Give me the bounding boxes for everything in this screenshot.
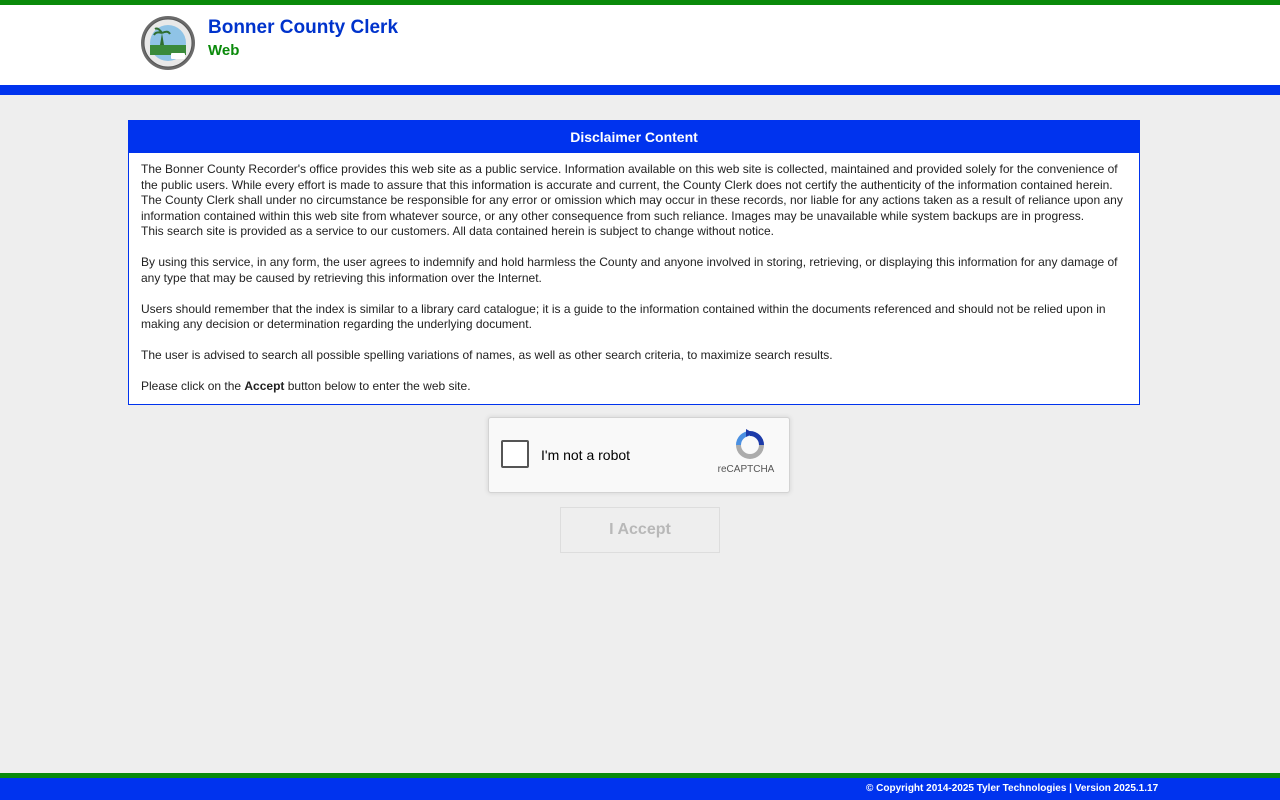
site-title[interactable]: Bonner County Clerk (208, 17, 399, 38)
site-header (0, 5, 1280, 85)
recaptcha-brand[interactable]: reCAPTCHA (717, 464, 775, 475)
accept-instruction-after: button below to enter the web site. (284, 379, 471, 393)
site-footer (0, 778, 1280, 800)
recaptcha-widget (488, 417, 790, 493)
disclaimer-paragraph-3: Users should remember that the index is similar to a library card catalogue; it is a guide to the information contained within the documents referenced and should not be relied upon in making any decision or determination regarding the underlying document. (141, 301, 1106, 331)
site-subtitle: Web (208, 42, 240, 59)
accept-instruction-bold: Accept (244, 379, 285, 393)
footer-copyright: © Copyright 2014-2025 Tyler Technologies | Version 2025.1.17 (866, 783, 1159, 794)
disclaimer-paragraph-2: By using this service, in any form, the user agrees to indemnify and hold harmless the County and anyone involved in storing, retrieving, or displaying this information for any damage of any type that may be caused by retrieving this information over the Internet. (141, 255, 1118, 285)
disclaimer-paragraph-1b: This search site is provided as a service to our customers. All data contained herein is subject to change without notice. (141, 224, 774, 238)
recaptcha-logo-icon[interactable] (733, 428, 767, 462)
accept-instruction-before: Please click on the (141, 379, 245, 393)
disclaimer-body (129, 153, 1139, 395)
recaptcha-label: I'm not a robot (541, 447, 631, 463)
county-seal-icon[interactable] (140, 15, 196, 71)
disclaimer-paragraph-4: The user is advised to search all possible spelling variations of names, as well as other search criteria, to maximize search results. (141, 348, 833, 362)
disclaimer-paragraph-5 (141, 379, 1127, 395)
disclaimer-heading: Disclaimer Content (129, 121, 1139, 153)
recaptcha-checkbox[interactable] (501, 440, 529, 468)
accept-button[interactable]: I Accept (560, 507, 720, 553)
disclaimer-panel (128, 120, 1140, 405)
disclaimer-paragraph-1: The Bonner County Recorder's office provides this web site as a public service. Information available on this web site is collected, maintained and provided solely for the convenience of the public users. While every effort is made to assure that this information is accurate and current, the County Clerk does not certify the authenticity of the information contained herein. The County Clerk shall under no circumstance be responsible for any error or omission which may occur in these records, nor liable for any actions taken as a result of reliance upon any information contained within this web site from whatever source, or any other consequence from such reliance. Images may be unavailable while system backups are in progress. (141, 162, 1123, 223)
header-blue-bar (0, 85, 1280, 95)
